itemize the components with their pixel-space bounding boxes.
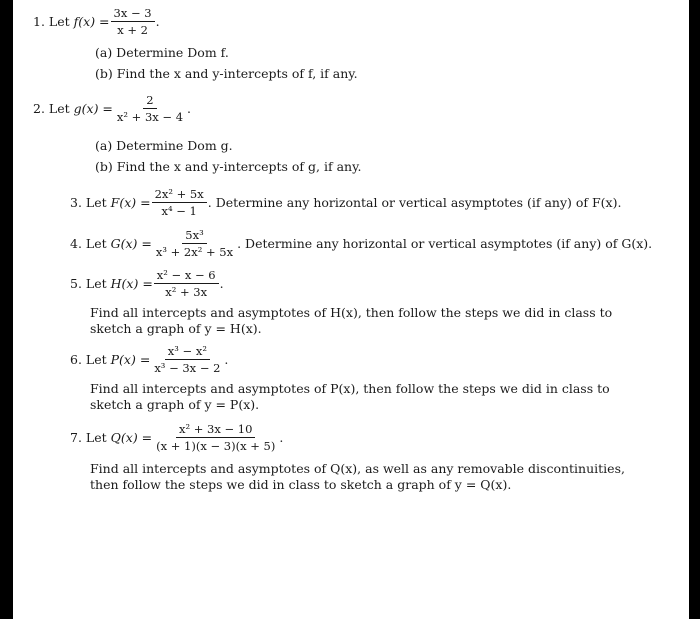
problem-number: 6. — [70, 352, 82, 368]
statement-trail: . Determine any horizontal or vertical asymptotes (if any) of F(x). — [207, 195, 622, 211]
problem-number: 5. — [70, 276, 82, 292]
fraction-denominator: x³ + 2x² + 5x — [155, 245, 234, 260]
fraction-numerator: 3x − 3 — [111, 6, 155, 22]
problem-7-instructions: Find all intercepts and asymptotes of Q(x), as well as any removable discontinuities, then follow the steps we did in class to sketch a graph of y = Q(x). — [90, 461, 625, 492]
problem-4-statement — [70, 228, 652, 260]
problem-number: 1. — [33, 14, 45, 30]
fraction — [154, 268, 219, 300]
problem-number: 2. — [33, 101, 45, 117]
fraction-denominator: x + 2 — [117, 23, 148, 38]
statement-trail: . — [279, 430, 284, 446]
function-name: H(x) = — [110, 276, 153, 292]
fraction — [153, 422, 278, 454]
problem-number: 4. — [70, 236, 82, 252]
fraction — [151, 344, 223, 376]
statement-trail: . Determine any horizontal or vertical asymptotes (if any) of G(x). — [237, 236, 653, 252]
problem-lead: Let — [85, 430, 107, 446]
statement-trail: . — [219, 276, 224, 292]
problem-5-instructions: Find all intercepts and asymptotes of H(x), then follow the steps we did in class to sketch a graph of y = H(x). — [90, 305, 613, 336]
fraction-numerator: x² + 3x − 10 — [176, 422, 255, 438]
fraction-denominator: x² + 3x — [165, 285, 208, 300]
statement-trail: . — [187, 101, 191, 117]
worksheet — [13, 0, 689, 619]
function-name: Q(x) = — [110, 430, 153, 446]
fraction-numerator: 2x² + 5x — [152, 187, 207, 203]
problem-6-statement — [70, 344, 228, 376]
fraction — [111, 6, 155, 38]
problem-lead: Let — [85, 352, 107, 368]
problem-2-part-b: (b) Find the x and y-intercepts of g, if any. — [95, 159, 362, 174]
right-black-border — [689, 0, 700, 619]
fraction-numerator: x² − x − 6 — [154, 268, 219, 284]
fraction-numerator: 5x³ — [182, 228, 206, 244]
fraction — [153, 228, 236, 260]
problem-1-part-b: (b) Find the x and y-intercepts of f, if any. — [95, 66, 358, 81]
problem-1-statement — [33, 6, 160, 38]
problem-lead: Let — [48, 101, 70, 117]
problem-lead: Let — [48, 14, 70, 30]
problem-lead: Let — [85, 236, 107, 252]
problem-5-statement — [70, 268, 224, 300]
function-name: F(x) = — [110, 195, 151, 211]
function-name: f(x) = — [73, 14, 110, 30]
left-black-border — [0, 0, 13, 619]
fraction — [152, 187, 207, 219]
fraction-numerator: 2 — [143, 93, 156, 109]
problem-lead: Let — [85, 195, 107, 211]
function-name: P(x) = — [110, 352, 151, 368]
problem-number: 7. — [70, 430, 82, 446]
problem-2-statement — [33, 93, 191, 125]
problem-1-part-a: (a) Determine Dom f. — [95, 45, 229, 60]
fraction-numerator: x³ − x² — [165, 344, 210, 360]
fraction — [114, 93, 186, 125]
fraction-denominator: x³ − 3x − 2 — [154, 361, 221, 376]
fraction-denominator: x⁴ − 1 — [161, 204, 197, 219]
function-name: G(x) = — [110, 236, 152, 252]
problem-lead: Let — [85, 276, 107, 292]
fraction-denominator: x² + 3x − 4 — [116, 110, 184, 125]
problem-number: 3. — [70, 195, 82, 211]
problem-3-statement — [70, 187, 621, 219]
problem-7-statement — [70, 422, 283, 454]
problem-2-part-a: (a) Determine Dom g. — [95, 138, 233, 153]
statement-trail: . — [224, 352, 229, 368]
problem-6-instructions: Find all intercepts and asymptotes of P(x), then follow the steps we did in class to sketch a graph of y = P(x). — [90, 381, 610, 412]
statement-trail: . — [155, 14, 160, 30]
function-name: g(x) = — [73, 101, 113, 117]
fraction-denominator: (x + 1)(x − 3)(x + 5) — [156, 439, 276, 454]
